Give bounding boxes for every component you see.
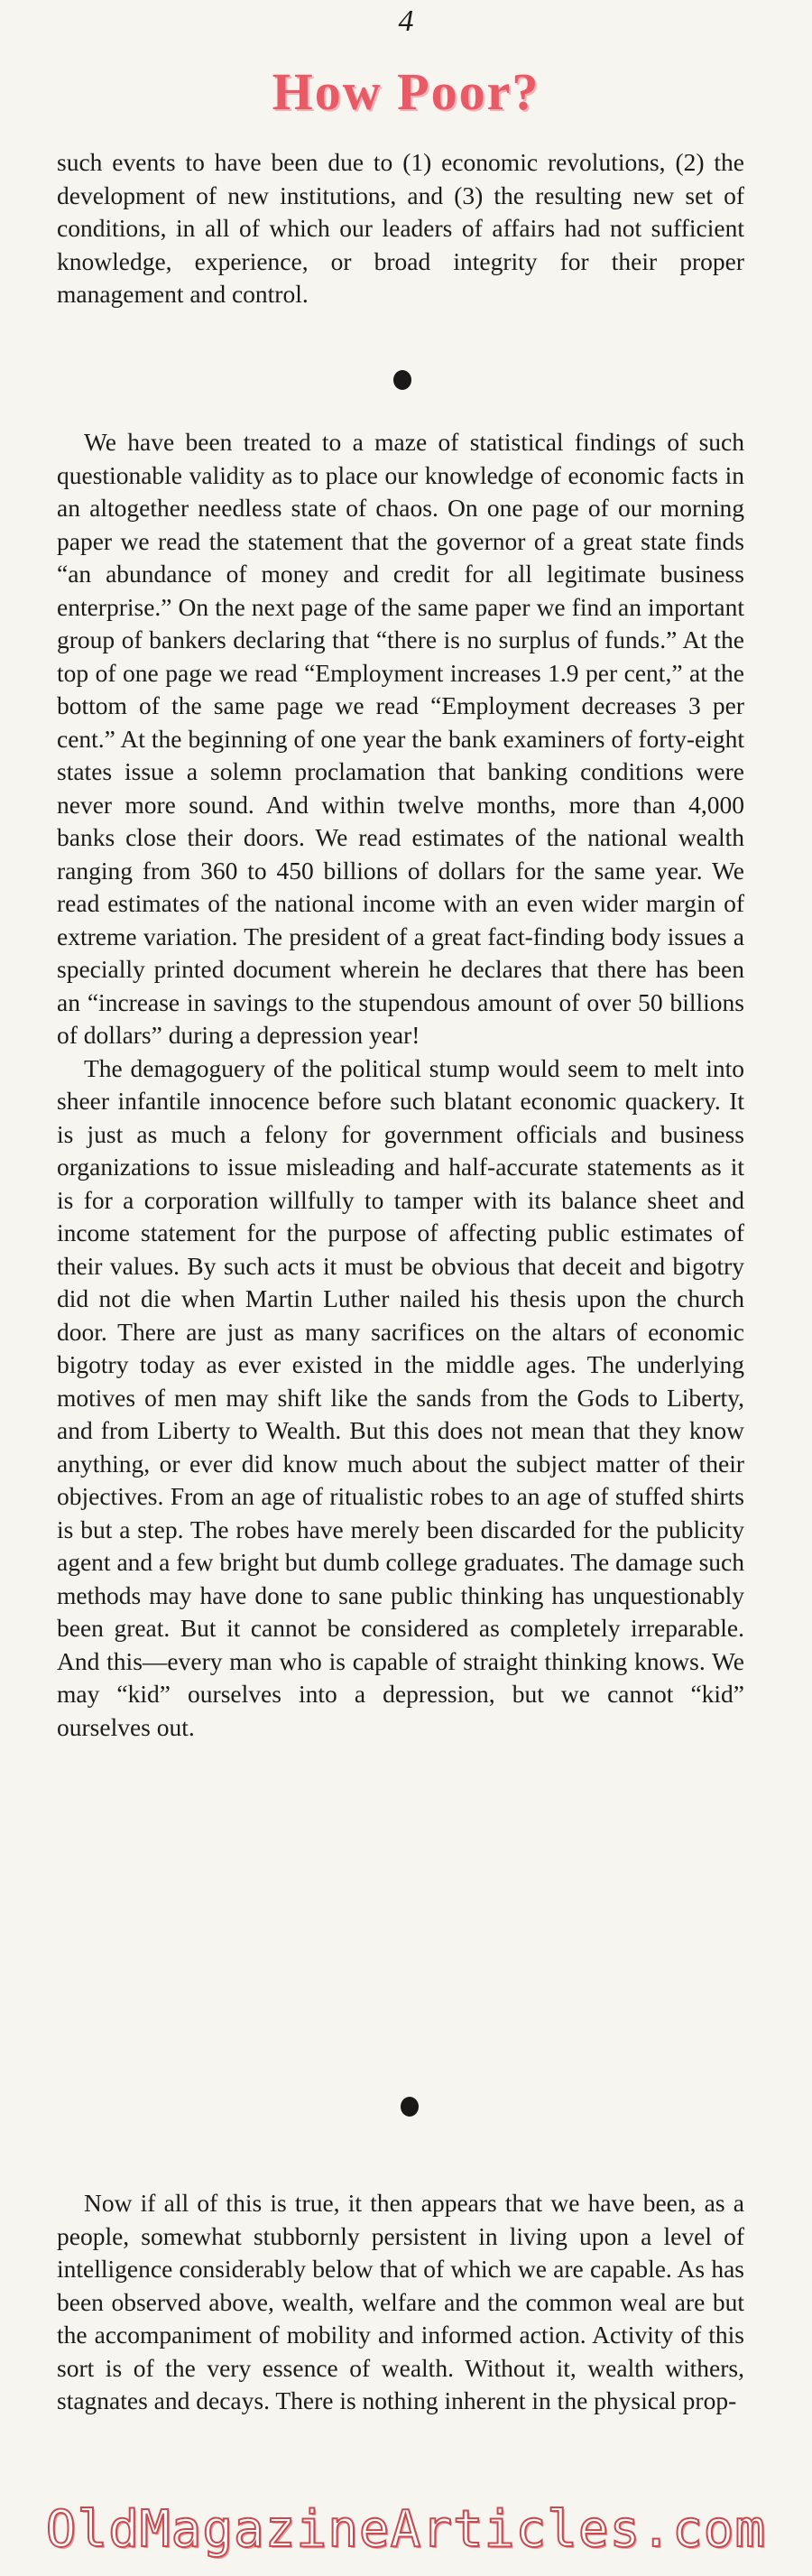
section-divider-bullet-icon: [393, 370, 411, 390]
section-2-text-block: [57, 426, 744, 1744]
section-2-paragraph-2: The demagoguery of the political stump would seem to melt into sheer infantile innocence before such blatant economic quackery. It is just as much a felony for government officials and business organizations to issue misleading and half-accurate statements as it is for a corporation willfully to tamper with its balance sheet and income statement for the purpose of affecting public estimates of their values. By such acts it must be obvious that deceit and bigotry did not die when Martin Luther nailed his thesis upon the church door. There are just as many sacrifices on the altars of economic bigotry today as ever existed in the middle ages. The underlying motives of men may shift like the sands from the Gods to Liberty, and from Liberty to Wealth. But this does not mean that they know anything, or ever did know much about the subject matter of their objectives. From an age of ritualistic robes to an age of stuffed shirts is but a step. The robes have merely been discarded for the publicity agent and a few bright but dumb college graduates. The damage such methods may have done to sane public thinking has unquestionably been great. But it cannot be considered as completely irreparable. And this—every man who is capable of straight thinking knows. We may “kid” ourselves into a depression, but we cannot “kid” ourselves out.: [57, 1053, 744, 1741]
section-2-paragraph-1: We have been treated to a maze of statistical findings of such questionable validity as to place our knowledge of economic facts in an altogether needless state of chaos. On one page of our morning paper we read the statement that the governor of a great state finds “an abundance of money and credit for all legitimate business enterprise.” On the next page of the same paper we find an important group of bankers declaring that “there is no surplus of funds.” At the top of one page we read “Employment increases 1.9 per cent,” at the bottom of the same page we read “Employment decreases 3 per cent.” At the beginning of one year the bank examiners of forty-eight states issue a solemn proclamation that banking conditions were never more sound. And within twelve months, more than 4,000 banks close their doors. We read estimates of the national wealth ranging from 360 to 450 billions of dollars for the same year. We read estimates of the national income with an even wider margin of extreme variation. The president of a great fact-finding body issues a specially printed document wherein he declares that there has been an “increase in savings to the stupendous amount of over 50 billions of dollars” during a depression year!: [57, 428, 744, 1049]
intro-paragraph: such events to have been due to (1) economic revolutions, (2) the development of new institutions, and (3) the resulting new set of conditions, in all of which our leaders of affairs had not sufficient knowledge, experience, or broad integrity for their proper management and control.: [57, 148, 744, 308]
article-headline: How Poor?: [272, 62, 540, 121]
intro-text-block: [57, 146, 744, 311]
section-divider-bullet-icon: [401, 2097, 419, 2117]
watermark-logo: OldMagazineArticles.com: [45, 2500, 767, 2559]
section-3-text-block: [57, 2187, 744, 2418]
page-number: 4: [398, 5, 414, 38]
section-3-paragraph-1: Now if all of this is true, it then appears that we have been, as a people, somewhat stubbornly persistent in living upon a level of intelligence considerably below that of which we are capable. As has been observed above, wealth, welfare and the common weal are but the accompaniment of mobility and informed action. Activity of this sort is of the very essence of wealth. Without it, wealth withers, stagnates and decays. There is nothing inherent in the physical prop-: [57, 2189, 744, 2414]
